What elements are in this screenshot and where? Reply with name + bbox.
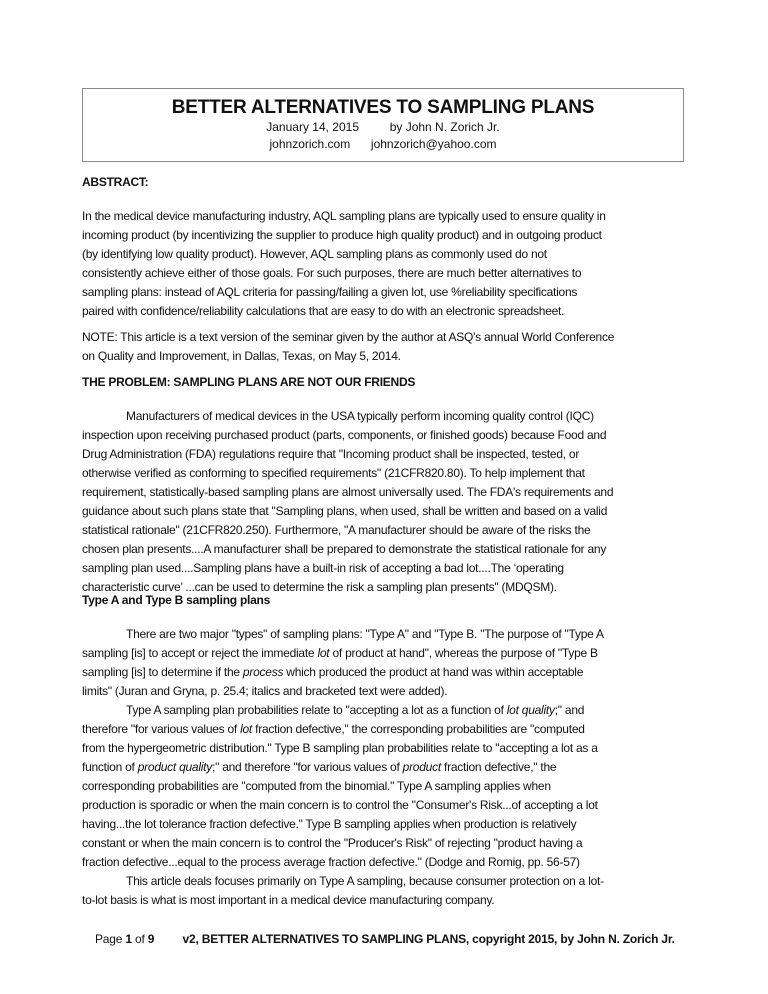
italic-text: process — [242, 665, 284, 679]
text-line: paired with confidence/reliability calculations that are easy to do with an electronic spreadsheet. — [82, 304, 565, 318]
heading-text: ABSTRACT: — [82, 175, 149, 189]
text-segment: therefore "for various values of — [82, 722, 241, 736]
text-segment: fraction defective," the — [440, 760, 557, 774]
meta-line-1 — [83, 119, 683, 136]
text-segment: This article deals focuses primarily on Type A sampling, because consumer protection on a lot- — [126, 874, 604, 888]
website[interactable]: johnzorich.com — [269, 137, 351, 151]
text-line: characteristic curve’ ...can be used to determine the risk a sampling plan presents" (MDQSM). — [82, 580, 557, 594]
text-line — [82, 663, 692, 682]
text-line: on Quality and Improvement, in Dallas, Texas, on May 5, 2014. — [82, 349, 401, 363]
italic-text: lot — [317, 646, 330, 660]
text-segment: which produced the product at hand was within acceptable — [283, 665, 584, 679]
text-segment: fraction defective," the corresponding probabilities are "computed — [252, 722, 585, 736]
text-segment: There are two major "types" of sampling plans: "Type A" and "Type B. "The purpose of "Type A — [126, 627, 604, 641]
text-line — [82, 872, 692, 891]
text-segment: function of — [82, 760, 138, 774]
text-segment: Manufacturers of medical devices in the USA typically perform incoming quality control (IQC) — [126, 409, 594, 423]
date: January 14, 2015 — [266, 120, 359, 134]
text-line: sampling plan used....Sampling plans have a built-in risk of accepting a bad lot....The ‘operating — [82, 561, 564, 575]
section-heading — [82, 373, 692, 392]
page-prefix: Page — [95, 932, 126, 946]
text-line: (by identifying low quality product). However, AQL sampling plans as commonly used do not — [82, 247, 547, 261]
text-line: sampling plans: instead of AQL criteria for passing/failing a given lot, use %reliability specifications — [82, 285, 578, 299]
page-number: 1 — [125, 932, 132, 946]
text-line — [82, 625, 692, 644]
text-line: having...the lot tolerance fraction defective." Type B sampling applies when production is relatively — [82, 817, 577, 831]
meta-line-2 — [83, 136, 683, 153]
text-line: production is sporadic or when the main concern is to control the "Consumer's Risk...of accepting a lot — [82, 798, 598, 812]
text-line: requirement, statistically-based sampling plans are almost universally used. The FDA's requirements and — [82, 485, 614, 499]
paragraph — [82, 328, 692, 366]
text-line: from the hypergeometric distribution." Type B sampling plan probabilities relate to "accepting a lot as a — [82, 741, 598, 755]
footer-text: v2, BETTER ALTERNATIVES TO SAMPLING PLANS, copyright 2015, by John N. Zorich Jr. — [182, 932, 675, 946]
author: by John N. Zorich Jr. — [389, 120, 500, 134]
text-segment: sampling [is] to determine if the — [82, 665, 243, 679]
text-segment: of product at hand", whereas the purpose of "Type B — [329, 646, 598, 660]
heading-text: Type A and Type B sampling plans — [82, 593, 271, 607]
text-segment: Type A sampling plan probabilities relate to "accepting a lot as a function of — [126, 703, 507, 717]
text-line: NOTE: This article is a text version of the seminar given by the author at ASQ's annual World Conference — [82, 330, 615, 344]
text-line: consistently achieve either of those goals. For such purposes, there are much better alternatives to — [82, 266, 582, 280]
text-line: statistical rationale" (21CFR820.250). Furthermore, "A manufacturer should be aware of the risks the — [82, 523, 591, 537]
text-line: otherwise verified as conforming to specified requirements" (21CFR820.80). To help implement that — [82, 466, 585, 480]
text-segment: sampling [is] to accept or reject the immediate — [82, 646, 318, 660]
section-heading — [82, 173, 692, 192]
text-line: incoming product (by incentivizing the supplier to produce high quality product) and in outgoing product — [82, 228, 602, 242]
italic-text: lot quality — [506, 703, 555, 717]
text-line: to-lot basis is what is most important in a medical device manufacturing company. — [82, 893, 495, 907]
italic-text: product quality — [137, 760, 213, 774]
text-line — [82, 407, 692, 426]
text-line: fraction defective...equal to the process average fraction defective." (Dodge and Romig, pp. 56-57) — [82, 855, 580, 869]
section-heading — [82, 591, 692, 610]
text-line: chosen plan presents....A manufacturer shall be prepared to demonstrate the statistical rationale for any — [82, 542, 607, 556]
heading-text: THE PROBLEM: SAMPLING PLANS ARE NOT OUR FRIENDS — [82, 375, 416, 389]
text-line — [82, 701, 692, 720]
text-line — [82, 758, 692, 777]
text-segment: ;" and therefore "for various values of — [212, 760, 403, 774]
text-line: In the medical device manufacturing industry, AQL sampling plans are typically used to ensure quality in — [82, 209, 606, 223]
italic-text: product — [402, 760, 441, 774]
text-line: guidance about such plans state that "Sampling plans, when used, shall be written and based on a valid — [82, 504, 608, 518]
text-line — [82, 720, 692, 739]
text-segment: ;" and — [554, 703, 585, 717]
text-line: corresponding probabilities are "computed from the binomial." Type A sampling applies when — [82, 779, 551, 793]
paragraph — [82, 625, 692, 910]
text-line: Drug Administration (FDA) regulations require that "Incoming product shall be inspected, tested, or — [82, 447, 580, 461]
text-line: inspection upon receiving purchased product (parts, components, or finished goods) because Food and — [82, 428, 607, 442]
document-title: BETTER ALTERNATIVES TO SAMPLING PLANS — [171, 97, 595, 118]
text-line: limits" (Juran and Gryna, p. 25.4; italics and bracketed text were added). — [82, 684, 448, 698]
page-footer — [95, 932, 675, 946]
paragraph — [82, 207, 692, 321]
italic-text: lot — [240, 722, 253, 736]
text-line: constant or when the main concern is to control the "Producer's Risk" of rejecting "product having a — [82, 836, 583, 850]
text-line — [82, 644, 692, 663]
title-box — [82, 88, 684, 162]
page-total: 9 — [147, 932, 155, 946]
email[interactable]: johnzorich@yahoo.com — [370, 137, 497, 151]
paragraph — [82, 407, 692, 597]
page-of: of — [131, 932, 148, 946]
